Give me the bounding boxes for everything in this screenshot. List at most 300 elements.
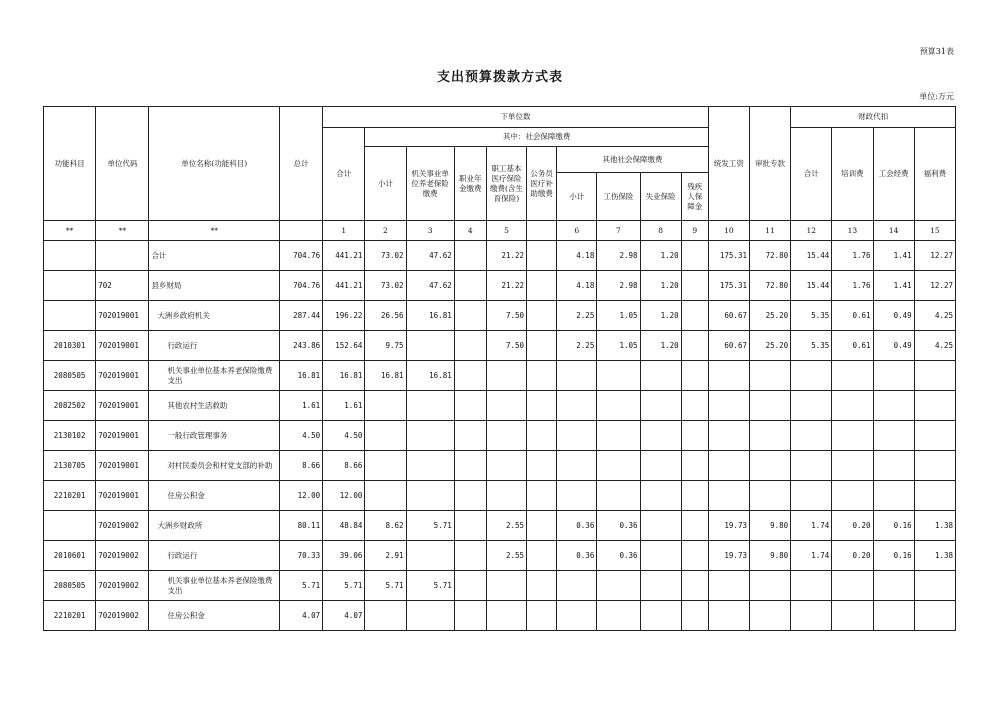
func-subject-cell — [44, 301, 96, 331]
value-cell — [832, 361, 873, 391]
value-cell: 0.16 — [873, 541, 914, 571]
value-cell: 2.25 — [557, 301, 597, 331]
index-cell — [527, 221, 557, 241]
value-cell: 1.05 — [597, 331, 640, 361]
unit-code-cell: 702019001 — [96, 391, 149, 421]
value-cell — [486, 601, 526, 631]
value-cell — [708, 361, 749, 391]
value-cell — [454, 601, 486, 631]
value-cell: 8.66 — [323, 451, 365, 481]
value-cell — [406, 481, 454, 511]
value-cell: 0.20 — [832, 511, 873, 541]
header-subtotal-sum: 合计 — [323, 128, 365, 221]
value-cell — [749, 421, 790, 451]
value-cell — [597, 601, 640, 631]
value-cell — [597, 421, 640, 451]
func-subject-cell: 2010301 — [44, 331, 96, 361]
index-cell: 7 — [597, 221, 640, 241]
value-cell — [640, 601, 681, 631]
value-cell — [681, 541, 708, 571]
header-welfare: 福利费 — [914, 128, 955, 221]
value-cell — [454, 271, 486, 301]
func-subject-cell: 2080505 — [44, 361, 96, 391]
index-cell: 11 — [749, 221, 790, 241]
value-cell: 0.36 — [597, 511, 640, 541]
value-cell — [791, 601, 832, 631]
index-cell: ** — [96, 221, 149, 241]
value-cell — [681, 571, 708, 601]
value-cell: 243.86 — [280, 331, 323, 361]
value-cell: 12.27 — [914, 241, 955, 271]
value-cell — [527, 511, 557, 541]
value-cell — [365, 481, 406, 511]
value-cell: 1.20 — [640, 271, 681, 301]
value-cell — [749, 601, 790, 631]
value-cell — [749, 481, 790, 511]
value-cell — [832, 451, 873, 481]
table-row — [44, 361, 956, 391]
value-cell — [873, 451, 914, 481]
header-small-sub: 小计 — [365, 147, 406, 221]
value-cell — [791, 451, 832, 481]
header-civil-medical: 公务员医疗补助缴费 — [527, 147, 557, 221]
value-cell — [406, 331, 454, 361]
unit-code-cell: 702019001 — [96, 361, 149, 391]
header-unit-name: 单位名称(功能科目) — [149, 107, 280, 221]
value-cell — [527, 571, 557, 601]
form-number: 预算31表 — [919, 47, 954, 56]
value-cell: 48.84 — [323, 511, 365, 541]
value-cell — [486, 451, 526, 481]
value-cell — [749, 571, 790, 601]
value-cell: 1.76 — [832, 241, 873, 271]
unit-code-cell: 702019002 — [96, 601, 149, 631]
header-other-small: 小计 — [557, 173, 597, 221]
header-injury: 工伤保险 — [597, 173, 640, 221]
value-cell — [597, 451, 640, 481]
index-cell — [280, 221, 323, 241]
value-cell — [365, 391, 406, 421]
value-cell: 152.64 — [323, 331, 365, 361]
func-subject-cell: 2082502 — [44, 391, 96, 421]
value-cell: 2.55 — [486, 541, 526, 571]
value-cell — [832, 421, 873, 451]
value-cell: 16.81 — [365, 361, 406, 391]
value-cell — [914, 601, 955, 631]
value-cell: 4.18 — [557, 271, 597, 301]
value-cell: 16.81 — [280, 361, 323, 391]
value-cell: 25.20 — [749, 331, 790, 361]
value-cell — [527, 271, 557, 301]
unit-label: 单位:万元 — [919, 92, 954, 101]
value-cell — [557, 391, 597, 421]
table-row — [44, 451, 956, 481]
value-cell: 0.61 — [832, 331, 873, 361]
table-header — [44, 107, 956, 241]
table-row — [44, 421, 956, 451]
index-cell: 12 — [791, 221, 832, 241]
value-cell — [832, 571, 873, 601]
value-cell — [681, 511, 708, 541]
value-cell: 0.61 — [832, 301, 873, 331]
func-subject-cell: 2210201 — [44, 481, 96, 511]
value-cell: 12.00 — [323, 481, 365, 511]
value-cell — [681, 481, 708, 511]
value-cell: 4.07 — [323, 601, 365, 631]
table-row — [44, 601, 956, 631]
value-cell — [708, 391, 749, 421]
func-subject-cell — [44, 271, 96, 301]
value-cell: 9.80 — [749, 541, 790, 571]
value-cell: 16.81 — [406, 361, 454, 391]
value-cell: 2.91 — [365, 541, 406, 571]
index-cell: 9 — [681, 221, 708, 241]
value-cell — [486, 481, 526, 511]
index-cell: 1 — [323, 221, 365, 241]
unit-name-cell: 对村民委员会和村党支部的补助 — [149, 451, 280, 481]
value-cell — [681, 391, 708, 421]
value-cell — [454, 451, 486, 481]
value-cell: 73.02 — [365, 241, 406, 271]
value-cell — [527, 361, 557, 391]
header-staff-medical: 职工基本医疗保险缴费(含生育保险) — [486, 147, 526, 221]
value-cell: 12.00 — [280, 481, 323, 511]
value-cell: 1.05 — [597, 301, 640, 331]
value-cell — [597, 571, 640, 601]
value-cell — [486, 571, 526, 601]
header-unemployment: 失业保险 — [640, 173, 681, 221]
unit-code-cell: 702019001 — [96, 481, 149, 511]
index-cell: 15 — [914, 221, 955, 241]
value-cell: 1.61 — [323, 391, 365, 421]
value-cell: 1.41 — [873, 271, 914, 301]
index-cell: 4 — [454, 221, 486, 241]
table-row — [44, 301, 956, 331]
header-occupational: 职业年金缴费 — [454, 147, 486, 221]
value-cell: 15.44 — [791, 271, 832, 301]
value-cell — [597, 391, 640, 421]
table-row — [44, 571, 956, 601]
value-cell: 1.74 — [791, 541, 832, 571]
value-cell: 60.67 — [708, 301, 749, 331]
func-subject-cell — [44, 241, 96, 271]
value-cell — [640, 451, 681, 481]
value-cell: 1.20 — [640, 241, 681, 271]
value-cell — [527, 241, 557, 271]
value-cell — [597, 481, 640, 511]
table-row — [44, 331, 956, 361]
value-cell — [454, 331, 486, 361]
table-row — [44, 241, 956, 271]
unit-code-cell: 702019001 — [96, 331, 149, 361]
value-cell — [681, 301, 708, 331]
value-cell — [406, 541, 454, 571]
value-cell — [914, 481, 955, 511]
unit-code-cell: 702019002 — [96, 511, 149, 541]
unit-name-cell: 行政运行 — [149, 541, 280, 571]
value-cell: 2.25 — [557, 331, 597, 361]
value-cell — [406, 421, 454, 451]
value-cell: 4.25 — [914, 331, 955, 361]
value-cell: 196.22 — [323, 301, 365, 331]
value-cell — [557, 421, 597, 451]
value-cell — [454, 301, 486, 331]
value-cell: 15.44 — [791, 241, 832, 271]
table-row — [44, 481, 956, 511]
value-cell: 21.22 — [486, 271, 526, 301]
header-fiscal-pay: 财政代扣 — [791, 107, 956, 128]
header-total: 总计 — [280, 107, 323, 221]
header-training: 培训费 — [832, 128, 873, 221]
value-cell — [681, 331, 708, 361]
index-cell: 3 — [406, 221, 454, 241]
value-cell — [527, 601, 557, 631]
value-cell — [486, 421, 526, 451]
value-cell — [749, 361, 790, 391]
value-cell — [557, 451, 597, 481]
value-cell: 2.98 — [597, 241, 640, 271]
value-cell: 2.98 — [597, 271, 640, 301]
table-row — [44, 511, 956, 541]
unit-code-cell: 702019002 — [96, 541, 149, 571]
value-cell: 72.80 — [749, 241, 790, 271]
value-cell: 60.67 — [708, 331, 749, 361]
value-cell — [454, 481, 486, 511]
value-cell: 8.66 — [280, 451, 323, 481]
value-cell: 704.76 — [280, 241, 323, 271]
value-cell — [749, 451, 790, 481]
value-cell: 72.80 — [749, 271, 790, 301]
value-cell — [791, 481, 832, 511]
header-func-subject: 功能科目 — [44, 107, 96, 221]
value-cell — [681, 241, 708, 271]
value-cell — [832, 601, 873, 631]
value-cell: 1.74 — [791, 511, 832, 541]
func-subject-cell: 2210201 — [44, 601, 96, 631]
unit-code-cell: 702019001 — [96, 301, 149, 331]
value-cell: 1.38 — [914, 541, 955, 571]
value-cell — [597, 361, 640, 391]
index-cell: 6 — [557, 221, 597, 241]
unit-code-cell: 702 — [96, 271, 149, 301]
value-cell — [454, 391, 486, 421]
value-cell: 0.20 — [832, 541, 873, 571]
value-cell: 25.20 — [749, 301, 790, 331]
header-disabled: 残疾人保障金 — [681, 173, 708, 221]
value-cell — [914, 421, 955, 451]
table-body — [44, 241, 956, 631]
unit-name-cell: 行政运行 — [149, 331, 280, 361]
value-cell: 5.71 — [406, 571, 454, 601]
value-cell — [640, 541, 681, 571]
value-cell — [914, 571, 955, 601]
unit-name-cell: 住房公积金 — [149, 481, 280, 511]
value-cell: 1.76 — [832, 271, 873, 301]
value-cell: 175.31 — [708, 271, 749, 301]
value-cell: 47.62 — [406, 241, 454, 271]
func-subject-cell: 2130102 — [44, 421, 96, 451]
value-cell — [914, 361, 955, 391]
index-cell: ** — [44, 221, 96, 241]
value-cell: 5.71 — [323, 571, 365, 601]
value-cell: 287.44 — [280, 301, 323, 331]
value-cell: 0.36 — [557, 511, 597, 541]
header-fiscal-total: 合计 — [791, 128, 832, 221]
header-approved-funds: 审批专款 — [749, 107, 790, 221]
value-cell — [527, 541, 557, 571]
value-cell: 47.62 — [406, 271, 454, 301]
value-cell: 0.36 — [597, 541, 640, 571]
value-cell: 5.35 — [791, 301, 832, 331]
value-cell — [681, 421, 708, 451]
index-cell: 10 — [708, 221, 749, 241]
value-cell — [914, 391, 955, 421]
index-cell: 13 — [832, 221, 873, 241]
value-cell — [681, 271, 708, 301]
value-cell — [365, 451, 406, 481]
unit-name-cell: 县乡财局 — [149, 271, 280, 301]
value-cell: 5.71 — [406, 511, 454, 541]
value-cell: 12.27 — [914, 271, 955, 301]
value-cell — [527, 481, 557, 511]
unit-name-cell: 其他农村生活救助 — [149, 391, 280, 421]
value-cell — [406, 451, 454, 481]
value-cell: 0.16 — [873, 511, 914, 541]
value-cell — [486, 361, 526, 391]
unit-name-cell: 机关事业单位基本养老保险缴费支出 — [149, 361, 280, 391]
page-title: 支出预算拨款方式表 — [436, 70, 563, 85]
value-cell: 4.07 — [280, 601, 323, 631]
func-subject-cell — [44, 511, 96, 541]
value-cell — [873, 361, 914, 391]
header-among-social: 其中：社会保障缴费 — [365, 128, 708, 147]
value-cell — [640, 571, 681, 601]
value-cell — [832, 481, 873, 511]
value-cell — [365, 601, 406, 631]
value-cell: 26.56 — [365, 301, 406, 331]
value-cell — [791, 421, 832, 451]
header-unit-code: 单位代码 — [96, 107, 149, 221]
value-cell: 5.71 — [280, 571, 323, 601]
value-cell: 16.81 — [323, 361, 365, 391]
unit-name-cell: 合计 — [149, 241, 280, 271]
value-cell — [791, 571, 832, 601]
value-cell: 0.49 — [873, 331, 914, 361]
value-cell — [708, 421, 749, 451]
value-cell — [832, 391, 873, 421]
value-cell: 5.71 — [365, 571, 406, 601]
header-union-fee: 工会经费 — [873, 128, 914, 221]
header-org-pension: 机关事业单位养老保险缴费 — [406, 147, 454, 221]
func-subject-cell: 2010601 — [44, 541, 96, 571]
value-cell: 73.02 — [365, 271, 406, 301]
index-cell: 14 — [873, 221, 914, 241]
unit-code-cell — [96, 241, 149, 271]
value-cell — [527, 421, 557, 451]
unit-code-cell: 702019001 — [96, 421, 149, 451]
unit-name-cell: 大洲乡政府机关 — [149, 301, 280, 331]
value-cell — [406, 601, 454, 631]
value-cell — [708, 601, 749, 631]
value-cell: 4.50 — [280, 421, 323, 451]
value-cell: 1.20 — [640, 331, 681, 361]
value-cell: 0.49 — [873, 301, 914, 331]
value-cell — [873, 391, 914, 421]
value-cell — [873, 421, 914, 451]
value-cell — [791, 391, 832, 421]
value-cell — [527, 331, 557, 361]
value-cell — [527, 451, 557, 481]
value-cell — [454, 511, 486, 541]
value-cell: 21.22 — [486, 241, 526, 271]
value-cell — [914, 451, 955, 481]
value-cell — [681, 451, 708, 481]
value-cell — [873, 571, 914, 601]
value-cell: 4.18 — [557, 241, 597, 271]
value-cell: 19.73 — [708, 541, 749, 571]
value-cell: 5.35 — [791, 331, 832, 361]
value-cell — [708, 481, 749, 511]
unit-name-cell: 住房公积金 — [149, 601, 280, 631]
value-cell — [640, 391, 681, 421]
unit-name-cell: 大洲乡财政所 — [149, 511, 280, 541]
header-other-social: 其他社会保障缴费 — [557, 147, 709, 173]
value-cell — [640, 481, 681, 511]
value-cell — [708, 571, 749, 601]
value-cell: 175.31 — [708, 241, 749, 271]
value-cell — [557, 481, 597, 511]
func-subject-cell: 2080505 — [44, 571, 96, 601]
index-cell: 8 — [640, 221, 681, 241]
header-uniform-pay: 统发工资 — [708, 107, 749, 221]
value-cell: 1.38 — [914, 511, 955, 541]
value-cell — [640, 511, 681, 541]
header-lower-units: 下单位数 — [323, 107, 709, 128]
table-row — [44, 391, 956, 421]
value-cell: 19.73 — [708, 511, 749, 541]
value-cell — [454, 361, 486, 391]
value-cell: 8.62 — [365, 511, 406, 541]
value-cell — [791, 361, 832, 391]
index-cell: 5 — [486, 221, 526, 241]
value-cell — [454, 571, 486, 601]
index-row — [44, 221, 956, 241]
value-cell — [557, 361, 597, 391]
value-cell: 7.50 — [486, 331, 526, 361]
value-cell: 704.76 — [280, 271, 323, 301]
value-cell: 39.06 — [323, 541, 365, 571]
value-cell: 16.81 — [406, 301, 454, 331]
value-cell: 1.20 — [640, 301, 681, 331]
value-cell — [640, 421, 681, 451]
value-cell: 4.50 — [323, 421, 365, 451]
value-cell — [527, 391, 557, 421]
value-cell: 4.25 — [914, 301, 955, 331]
value-cell — [527, 301, 557, 331]
value-cell — [557, 571, 597, 601]
value-cell: 1.61 — [280, 391, 323, 421]
value-cell — [873, 481, 914, 511]
unit-code-cell: 702019002 — [96, 571, 149, 601]
value-cell: 1.41 — [873, 241, 914, 271]
value-cell: 80.11 — [280, 511, 323, 541]
value-cell: 7.50 — [486, 301, 526, 331]
index-cell: 2 — [365, 221, 406, 241]
value-cell — [454, 421, 486, 451]
value-cell — [640, 361, 681, 391]
value-cell: 9.80 — [749, 511, 790, 541]
value-cell — [708, 451, 749, 481]
